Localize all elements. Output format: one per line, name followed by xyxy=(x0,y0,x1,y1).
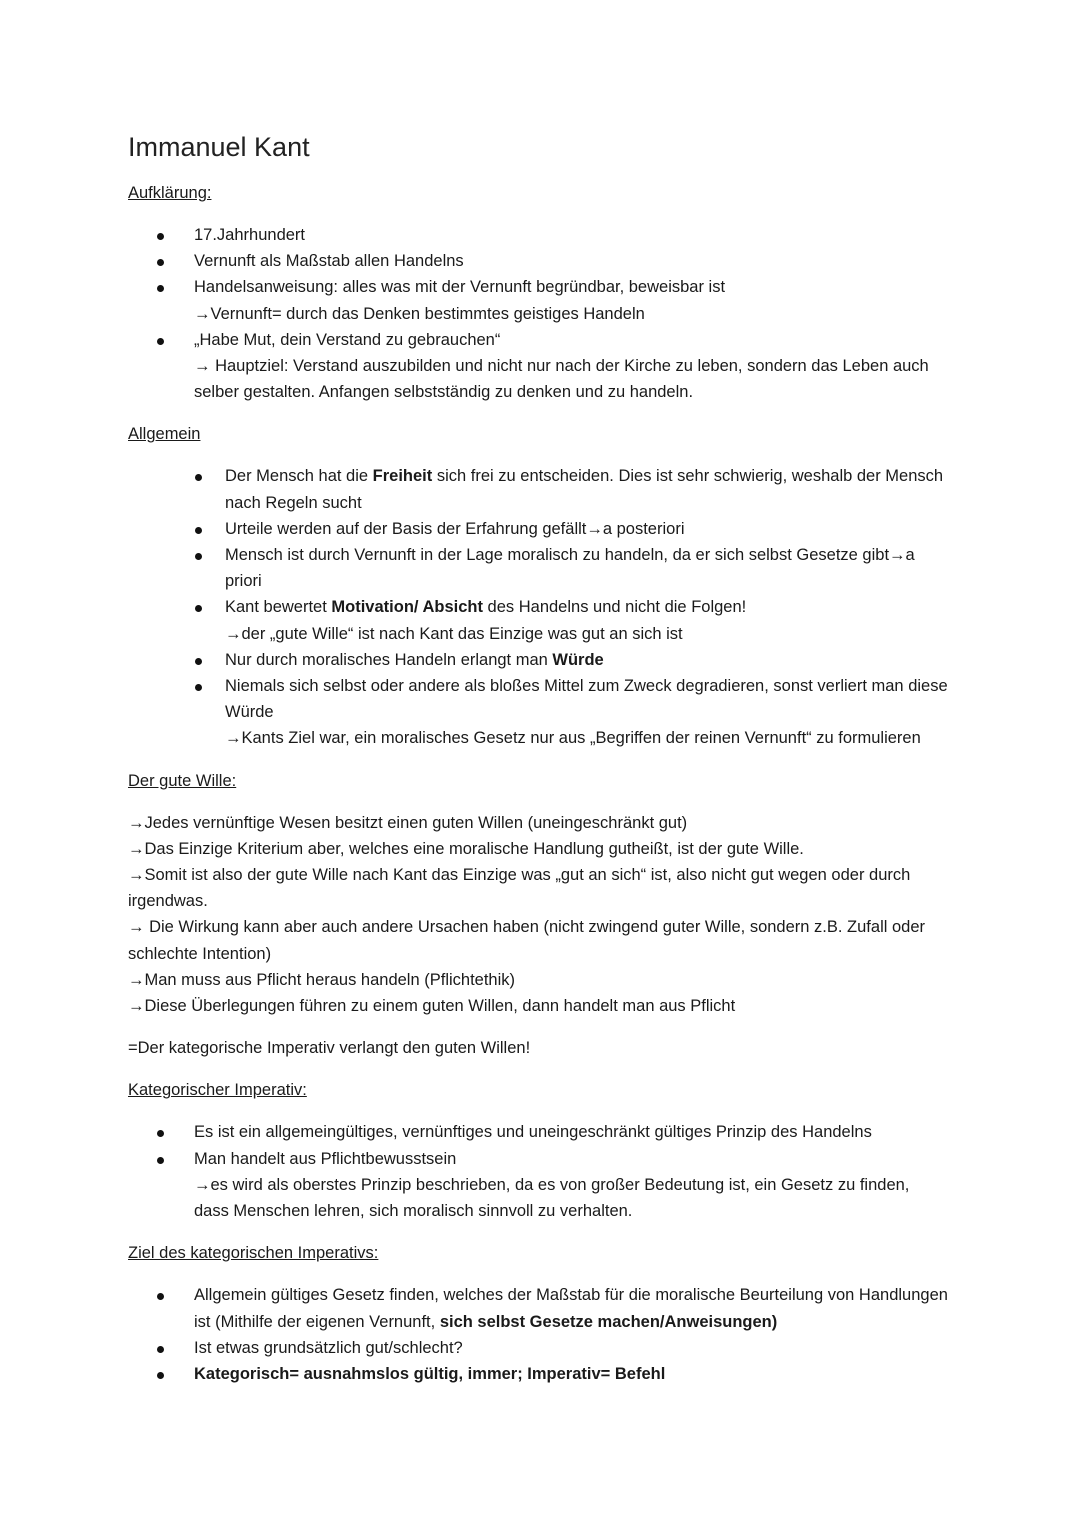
bullet-icon xyxy=(157,233,164,240)
list-item: Vernunft als Maßstab allen Handelns xyxy=(128,248,948,274)
section-heading-ziel: Ziel des kategorischen Imperativs: xyxy=(128,1244,379,1263)
bullet-icon xyxy=(157,259,164,266)
list-item: Handelsanweisung: alles was mit der Vernunft begründbar, beweisbar ist →Vernunft= durch das Denken bestimmtes geistiges Handeln xyxy=(128,274,948,326)
guter-wille-conclusion: =Der kategorische Imperativ verlangt den guten Willen! xyxy=(128,1039,531,1058)
list-item: Urteile werden auf der Basis der Erfahrung gefällt→a posteriori xyxy=(128,516,948,542)
list-item: 17.Jahrhundert xyxy=(128,222,948,248)
aufklaerung-list xyxy=(128,222,948,405)
imperativ-list xyxy=(128,1119,948,1224)
list-item: Der Mensch hat die Freiheit sich frei zu entscheiden. Dies ist sehr schwierig, weshalb der Mensch nach Regeln sucht xyxy=(128,463,948,515)
page-title: Immanuel Kant xyxy=(128,132,310,162)
bullet-icon xyxy=(157,1130,164,1137)
list-item: Niemals sich selbst oder andere als bloßes Mittel zum Zweck degradieren, sonst verliert man diese Würde →Kants Ziel war, ein moralisches Gesetz nur aus „Begriffen der reinen Vernunft“ zu formulieren xyxy=(128,673,948,752)
list-item: Man handelt aus Pflichtbewusstsein →es wird als oberstes Prinzip beschrieben, da es von großer Bedeutung ist, ein Gesetz zu finden, dass Menschen lehren, sich moralisch sinnvoll zu verhalten. xyxy=(128,1146,948,1225)
list-item: Nur durch moralisches Handeln erlangt man Würde xyxy=(128,647,948,673)
list-item: Kategorisch= ausnahmslos gültig, immer; Imperativ= Befehl xyxy=(128,1361,948,1387)
guter-wille-paragraph: →Jedes vernünftige Wesen besitzt einen guten Willen (uneingeschränkt gut) →Das Einzige Kriterium aber, welches eine moralische Handlung gutheißt, ist der gute Wille. →Somit ist also der gute Wille nach Kant das Einzige was „gut an sich“ ist, also nicht gut wegen oder durch irgendwas. → Die Wirkung kann aber auch andere Ursachen haben (nicht zwingend guter Wille, sondern z.B. Zufall oder schlechte Intention) →Man muss aus Pflicht heraus handeln (Pflichtethik) →Diese Überlegungen führen zu einem guten Willen, dann handelt man aus Pflicht xyxy=(128,813,926,1016)
list-item: Mensch ist durch Vernunft in der Lage moralisch zu handeln, da er sich selbst Gesetze gibt→a priori xyxy=(128,542,948,594)
section-heading-allgemein: Allgemein xyxy=(128,425,201,444)
document-page xyxy=(128,128,948,1387)
bullet-icon xyxy=(195,527,202,534)
list-item: Es ist ein allgemeingültiges, vernünftiges und uneingeschränkt gültiges Prinzip des Handelns xyxy=(128,1119,948,1145)
ziel-list xyxy=(128,1282,948,1387)
bullet-icon xyxy=(157,1157,164,1164)
list-item: Kant bewertet Motivation/ Absicht des Handelns und nicht die Folgen! →der „gute Wille“ ist nach Kant das Einzige was gut an sich ist xyxy=(128,594,948,646)
list-item: Allgemein gültiges Gesetz finden, welches der Maßstab für die moralische Beurteilung von Handlungen ist (Mithilfe der eigenen Vernunft, sich selbst Gesetze machen/Anweisungen) xyxy=(128,1282,948,1334)
section-heading-guter-wille: Der gute Wille: xyxy=(128,771,237,790)
bullet-icon xyxy=(195,474,202,481)
bullet-icon xyxy=(157,1372,164,1379)
bullet-icon xyxy=(157,285,164,292)
allgemein-list xyxy=(128,463,948,751)
bullet-icon xyxy=(195,658,202,665)
bullet-icon xyxy=(195,553,202,560)
list-item: Ist etwas grundsätzlich gut/schlecht? xyxy=(128,1335,948,1361)
bullet-icon xyxy=(195,684,202,691)
section-heading-aufklaerung: Aufklärung: xyxy=(128,184,212,202)
bullet-icon xyxy=(157,338,164,345)
list-item: „Habe Mut, dein Verstand zu gebrauchen“ → Hauptziel: Verstand auszubilden und nicht nur nach der Kirche zu leben, sondern das Leben auch selber gestalten. Anfangen selbstständig zu denken und zu handeln. xyxy=(128,327,948,406)
bullet-icon xyxy=(157,1293,164,1300)
bullet-icon xyxy=(157,1346,164,1353)
bullet-icon xyxy=(195,605,202,612)
section-heading-imperativ: Kategorischer Imperativ: xyxy=(128,1081,307,1100)
